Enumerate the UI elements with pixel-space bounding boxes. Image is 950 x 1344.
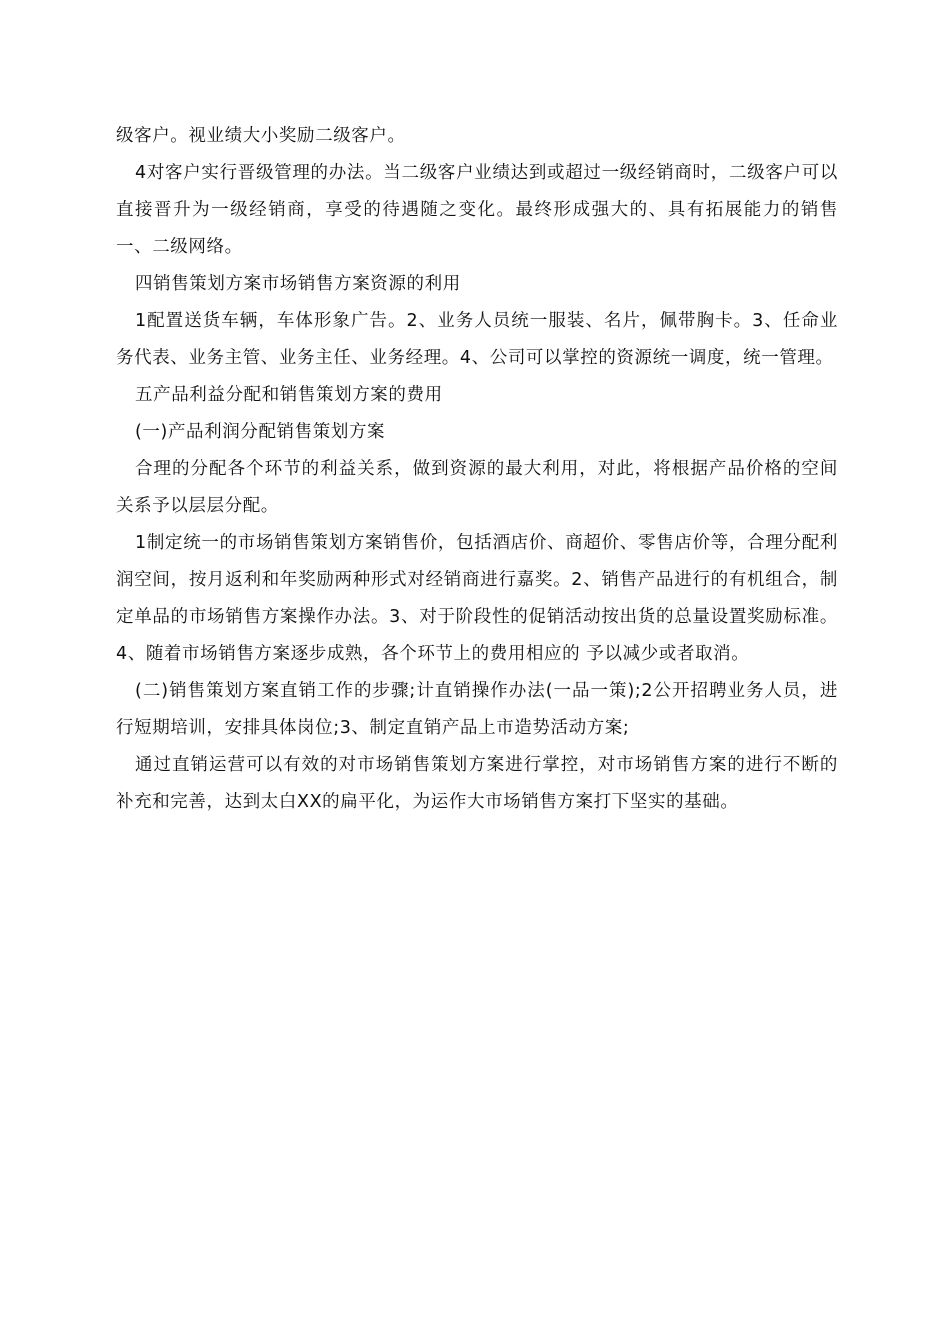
subsection-heading-profit-plan: (一)产品利润分配销售策划方案	[135, 422, 386, 442]
paragraph-direct-sales-steps: (二)销售策划方案直销工作的步骤;计直销操作办法(一品一策);2公开招聘业务人员，进行短期培训，安排具体岗位;3、制定直销产品上市造势活动方案;	[116, 681, 838, 738]
document-body	[116, 118, 838, 821]
paragraph-pricing-steps: 1制定统一的市场销售策划方案销售价，包括酒店价、商超价、零售店价等，合理分配利润空间，按月返利和年奖励两种形式对经销商进行嘉奖。2、销售产品进行的有机组合，制定单品的市场销售方案操作办法。3、对于阶段性的促销活动按出货的总量设置奖励标准。4、随着市场销售方案逐步成熟，各个环节上的费用相应的 予以减少或者取消。	[116, 533, 838, 664]
paragraph-continuation: 级客户。视业绩大小奖励二级客户。	[116, 126, 406, 146]
section-heading-resources: 四销售策划方案市场销售方案资源的利用	[135, 274, 461, 294]
paragraph-direct-sales-summary: 通过直销运营可以有效的对市场销售策划方案进行掌控，对市场销售方案的进行不断的补充和完善，达到太白XX的扁平化，为运作大市场销售方案打下坚实的基础。	[116, 755, 838, 812]
section-heading-profit-distribution: 五产品利益分配和销售策划方案的费用	[135, 385, 443, 405]
paragraph-resource-usage: 1配置送货车辆，车体形象广告。2、业务人员统一服装、名片，佩带胸卡。3、任命业务代表、业务主管、业务主任、业务经理。4、公司可以掌控的资源统一调度，统一管理。	[116, 311, 838, 368]
paragraph-interest-relations: 合理的分配各个环节的利益关系，做到资源的最大利用，对此，将根据产品价格的空间关系予以层层分配。	[116, 459, 838, 516]
paragraph-promotion-management: 4对客户实行晋级管理的办法。当二级客户业绩达到或超过一级经销商时，二级客户可以直接晋升为一级经销商，享受的待遇随之变化。最终形成强大的、具有拓展能力的销售一、二级网络。	[116, 163, 838, 257]
